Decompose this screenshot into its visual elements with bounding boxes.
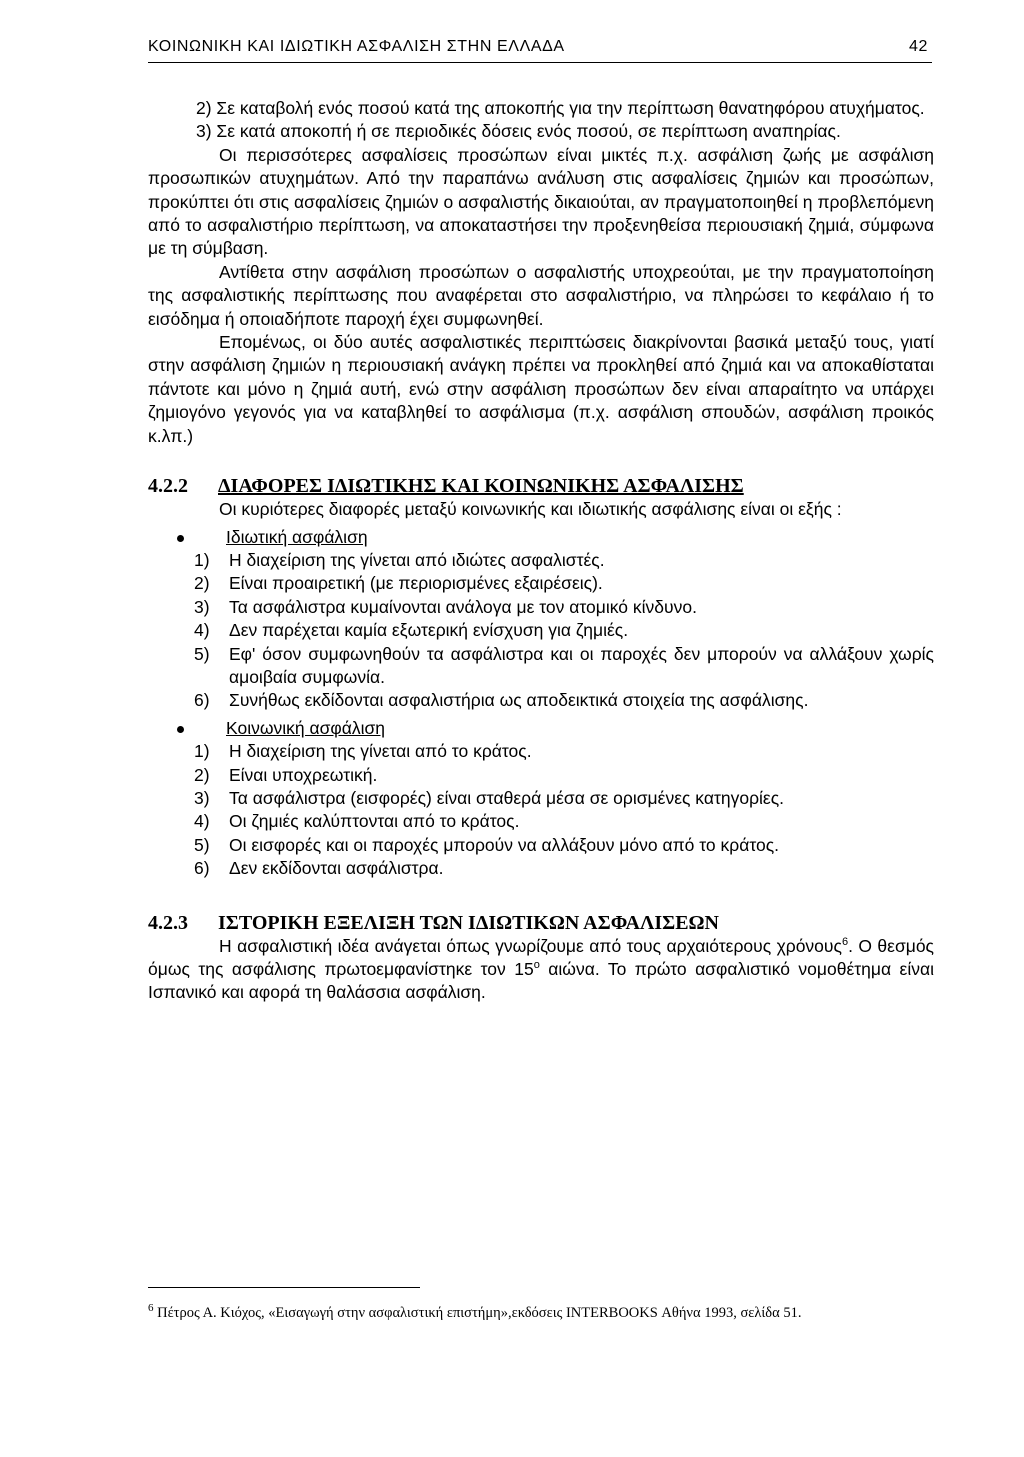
list-item (148, 643, 934, 690)
list-item-2: 2) Σε καταβολή ενός ποσού κατά της αποκοπής για την περίπτωση θανατηφόρου ατυχήματος. (196, 98, 925, 118)
list-item-number: 6) (194, 690, 210, 711)
list-item-number: 5) (194, 643, 210, 664)
bullet-label: Ιδιωτική ασφάλιση (226, 526, 368, 547)
list-item (148, 857, 934, 880)
list-item (148, 572, 934, 595)
footnote-ref: 6 (841, 935, 849, 948)
paragraph (148, 935, 934, 1005)
list-item (148, 689, 934, 712)
running-title: ΚΟΙΝΩΝΙΚΗ ΚΑΙ ΙΔΙΩΤΙΚΗ ΑΣΦΑΛΙΣΗ ΣΤΗΝ ΕΛΛΑΔΑ (148, 38, 565, 55)
paragraph-text: . Ο θεσμός όμως της ασφάλισης πρωτοεμφανίστηκε τον 15 (148, 935, 934, 979)
list-item-number: 1) (194, 741, 210, 762)
private-list (148, 549, 934, 713)
list-item-number: 4) (194, 620, 210, 641)
list-item-text: Συνήθως εκδίδονται ασφαλιστήρια ως αποδεικτικά στοιχεία της ασφάλισης. (229, 690, 809, 711)
section-title: ΙΣΤΟΡΙΚΗ ΕΞΕΛΙΞΗ ΤΩΝ ΙΔΙΩΤΙΚΩΝ ΑΣΦΑΛΙΣΕΩΝ (218, 911, 719, 934)
bullet-label: Κοινωνική ασφάλιση (226, 717, 386, 738)
section-intro: Οι κυριότερες διαφορές μεταξύ κοινωνικής και ιδιωτικής ασφάλισης είναι οι εξής : (219, 499, 842, 520)
footnote-text: Πέτρος Α. Κιόχος, «Εισαγωγή στην ασφαλιστική επιστήμη»,εκδόσεις INTERBOOKS Αθήνα 1993, σελίδα 51. (153, 1305, 802, 1321)
list-item-3: 3) Σε κατά αποκοπή ή σε περιοδικές δόσεις ενός ποσού, σε περίπτωση αναπηρίας. (196, 121, 841, 142)
bullet-icon (177, 535, 184, 542)
paragraph: Επομένως, οι δύο αυτές ασφαλιστικές περιπτώσεις διακρίνονται βασικά μεταξύ τους, γιατί στην ασφάλιση ζημιών η περιουσιακή ανάγκη πρέπει να προκληθεί από ζημιά και να αποκαθίσταται πάντοτε και μόνο η ζημιά αυτή, ενώ στην ασφάλιση προσώπων δεν είναι απαραίτητο να υπάρχει ζημιογόνο γεγονός για να καταβληθεί το ασφάλισμα (π.χ. ασφάλιση σπουδών, ασφάλιση προικός κ.λπ.) (148, 332, 934, 446)
list-item-text: Οι ζημιές καλύπτονται από το κράτος. (229, 811, 520, 832)
footnote-mark: 6 (148, 1302, 154, 1315)
section-title: ΔΙΑΦΟΡΕΣ ΙΔΙΩΤΙΚΗΣ ΚΑΙ ΚΟΙΝΩΝΙΚΗΣ ΑΣΦΑΛΙΣΗΣ (218, 475, 744, 498)
paragraph: Αντίθετα στην ασφάλιση προσώπων ο ασφαλιστής υποχρεούται, με την πραγματοποίηση της ασφαλιστικής περίπτωσης που αναφέρεται στο ασφαλιστήριο, να πληρώσει το κεφάλαιο ή το εισόδημα ή οποιαδήποτε παροχή έχει συμφωνηθεί. (148, 261, 934, 329)
list-item-number: 2) (194, 764, 210, 785)
list-item (148, 834, 934, 857)
list-item-text: Τα ασφάλιστρα κυμαίνονται ανάλογα με τον ατομικό κίνδυνο. (229, 596, 697, 617)
section-heading-4-2-2 (148, 474, 934, 498)
list-item-number: 3) (194, 596, 210, 617)
list-item-text: Δεν παρέχεται καμία εξωτερική ενίσχυση για ζημιές. (229, 620, 629, 641)
list-item-number: 4) (194, 811, 210, 832)
list-item-number: 2) (194, 573, 210, 594)
list-item (148, 740, 934, 763)
footnote (148, 1302, 934, 1324)
paragraph: Οι περισσότερες ασφαλίσεις προσώπων είναι μικτές π.χ. ασφάλιση ζωής με ασφάλιση προσωπικών ατυχημάτων. Από την παραπάνω ανάλυση στις ασφαλίσεις ζημιών και προσώπων, προκύπτει ότι στις ασφαλίσεις ζημιών ο ασφαλιστής δικαιούται, αν πραγματοποιηθεί η προβλεπόμενη από το ασφαλιστήριο περίπτωση, να αποκαταστήσει την προξενηθείσα περιουσιακή ζημιά, σύμφωνα με τη σύμβαση. (148, 144, 934, 259)
list-item-number: 5) (194, 834, 210, 855)
list-item (148, 549, 934, 572)
list-item-text: Η διαχείριση της γίνεται από ιδιώτες ασφαλιστές. (229, 549, 605, 570)
list-item-text: Οι εισφορές και οι παροχές μπορούν να αλλάξουν μόνο από το κράτος. (229, 834, 780, 855)
list-item (148, 787, 934, 810)
list-item-text: Είναι υποχρεωτική. (229, 764, 378, 785)
bullet-social-insurance (148, 717, 934, 740)
section-heading-4-2-3 (148, 911, 934, 935)
paragraph-text: αιώνα. Το πρώτο ασφαλιστικό νομοθέτημα είναι Ισπανικό και αφορά τη θαλάσσια ασφάλιση. (148, 959, 934, 1003)
list-item-text: Είναι προαιρετική (με περιορισμένες εξαιρέσεις). (229, 573, 603, 594)
list-item (148, 810, 934, 833)
running-header (148, 38, 932, 63)
list-item-number: 1) (194, 549, 210, 570)
list-item-text: Τα ασφάλιστρα (εισφορές) είναι σταθερά μέσα σε ορισμένες κατηγορίες. (229, 787, 785, 808)
body-text (148, 97, 934, 1005)
bullet-private-insurance (148, 526, 934, 549)
list-item (148, 596, 934, 619)
list-item-number: 3) (194, 787, 210, 808)
page-number: 42 (909, 38, 928, 55)
section-number: 4.2.3 (148, 911, 188, 934)
list-item (148, 619, 934, 642)
list-item-text: Δεν εκδίδονται ασφάλιστρα. (229, 858, 444, 879)
degree-mark: ο (533, 959, 540, 972)
list-item (148, 764, 934, 787)
list-item-text: Η διαχείριση της γίνεται από το κράτος. (229, 741, 532, 762)
paragraph-text: Η ασφαλιστική ιδέα ανάγεται όπως γνωρίζουμε από τους αρχαιότερους χρόνους (219, 935, 842, 956)
section-number: 4.2.2 (148, 475, 188, 498)
list-item-text: Εφ' όσον συμφωνηθούν τα ασφάλιστρα και οι παροχές δεν μπορούν να αλλάξουν χωρίς αμοιβαία συμφωνία. (229, 643, 934, 687)
social-list (148, 740, 934, 880)
bullet-icon (177, 726, 184, 733)
list-item-number: 6) (194, 858, 210, 879)
footnote-divider (148, 1287, 420, 1288)
